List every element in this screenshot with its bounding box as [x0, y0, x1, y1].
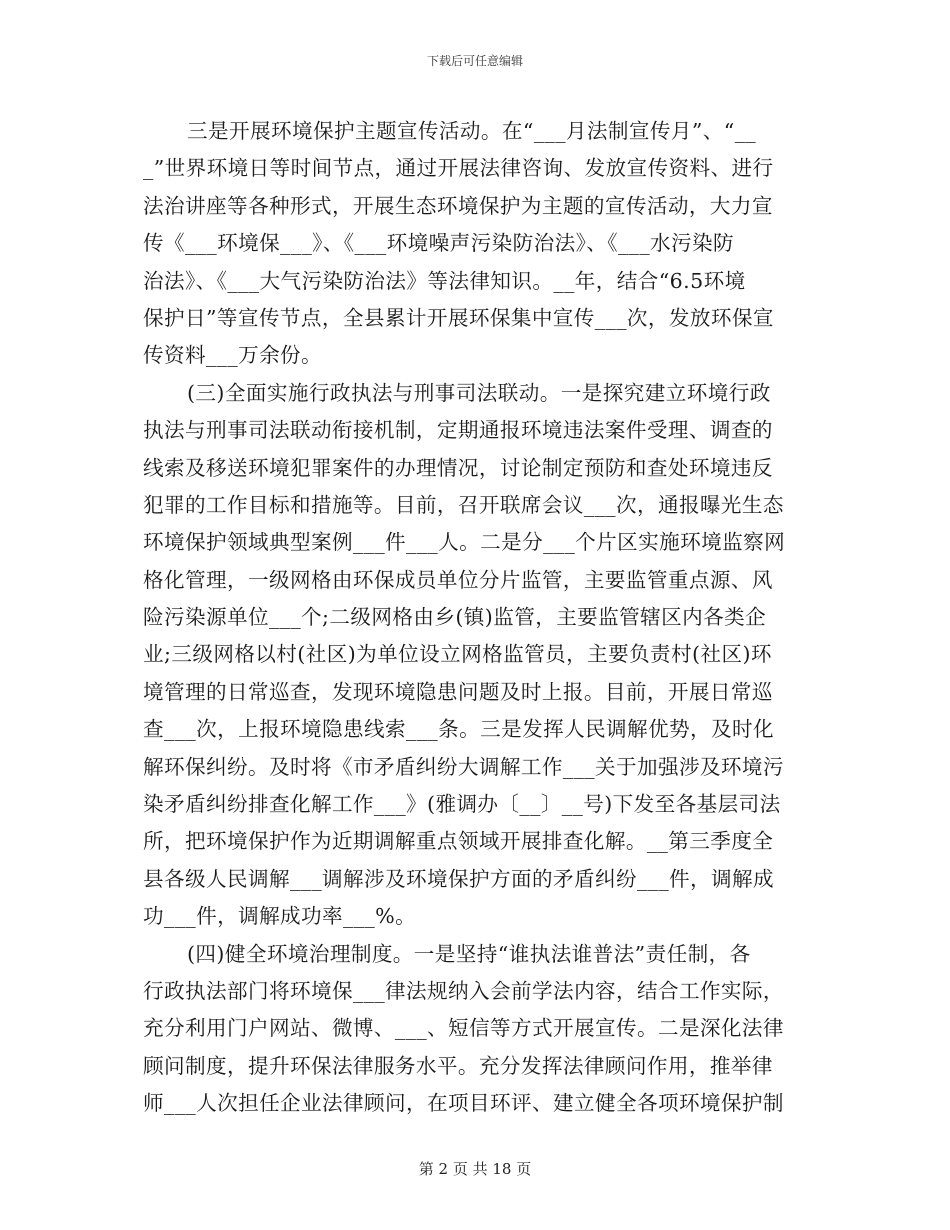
- text-line: 所，把环境保护作为近期调解重点领域开展排查化解。__第三季度全: [143, 829, 774, 854]
- text-line: 犯罪的工作目标和措施等。目前，召开联席会议___次，通报曝光生态: [143, 492, 784, 517]
- text-line: 法治讲座等各种形式，开展生态环境保护为主题的宣传活动，大力宣: [143, 193, 773, 218]
- text-line: 行政执法部门将环境保___律法规纳入会前学法内容，结合工作实际，: [143, 978, 784, 1003]
- text-line: 执法与刑事司法联动衔接机制，定期通报环境违法案件受理、调查的: [143, 418, 773, 443]
- page-header: 下载后可任意编辑: [426, 54, 523, 68]
- text-line: 险污染源单位___个;二级网格由乡(镇)监管，主要监管辖区内各类企: [143, 605, 767, 630]
- text-line: 三是开展环境保护主题宣传活动。在“___月法制宣传月”、“__: [187, 119, 757, 143]
- text-line: 环境保护领域典型案例___件___人。二是分___个片区实施环境监察网: [143, 530, 786, 555]
- text-line: 境管理的日常巡查，发现环境隐患问题及时上报。目前，开展日常巡: [143, 679, 773, 704]
- text-line: 传资料___万余份。: [143, 343, 323, 368]
- text-line: 功___件，调解成功率___%。: [143, 904, 417, 929]
- text-line: 县各级人民调解___调解涉及环境保护方面的矛盾纠纷___件，调解成: [143, 866, 775, 891]
- document-body: [143, 113, 806, 1123]
- text-line: 充分利用门户网站、微博、___、短信等方式开展宣传。二是深化法律: [143, 1016, 784, 1041]
- section-heading-line: (四)健全环境治理制度。一是坚持“谁执法谁普法”责任制，各: [187, 941, 751, 966]
- text-line: 查___次，上报环境隐患线索___条。三是发挥人民调解优势，及时化: [143, 717, 775, 742]
- text-line: 格化管理，一级网格由环保成员单位分片监管，主要监管重点源、风: [143, 567, 773, 592]
- text-line: 线索及移送环境犯罪案件的办理情况，讨论制定预防和查处环境违反: [143, 455, 773, 480]
- text-line: 染矛盾纠纷排查化解工作___》(雅调办〔__〕__号)下发至各基层司法: [143, 792, 781, 817]
- text-line: 业;三级网格以村(社区)为单位设立网格监管员，主要负责村(社区)环: [143, 642, 772, 667]
- text-line: 解环保纠纷。及时将《市矛盾纠纷大调解工作___关于加强涉及环境污: [143, 754, 784, 779]
- text-line: 治法》、《___大气污染防治法》等法律知识。__年，结合“6.5环境: [143, 268, 746, 293]
- text-line: 传《___环境保___》、《___环境噪声污染防治法》、《___水污染防: [143, 231, 735, 256]
- section-heading-line: (三)全面实施行政执法与刑事司法联动。一是探究建立环境行政: [187, 380, 771, 405]
- text-line: _”世界环境日等时间节点，通过开展法律咨询、发放宣传资料、进行: [143, 156, 774, 181]
- text-line: 师___人次担任企业法律顾问，在项目环评、建立健全各项环境保护制: [143, 1091, 784, 1116]
- text-line: 保护日”等宣传节点，全县累计开展环保集中宣传___次，发放环保宣: [143, 305, 774, 330]
- text-line: 顾问制度，提升环保法律服务水平。充分发挥法律顾问作用，推举律: [143, 1053, 773, 1078]
- page-number: 第 2 页 共 18 页: [418, 1160, 532, 1178]
